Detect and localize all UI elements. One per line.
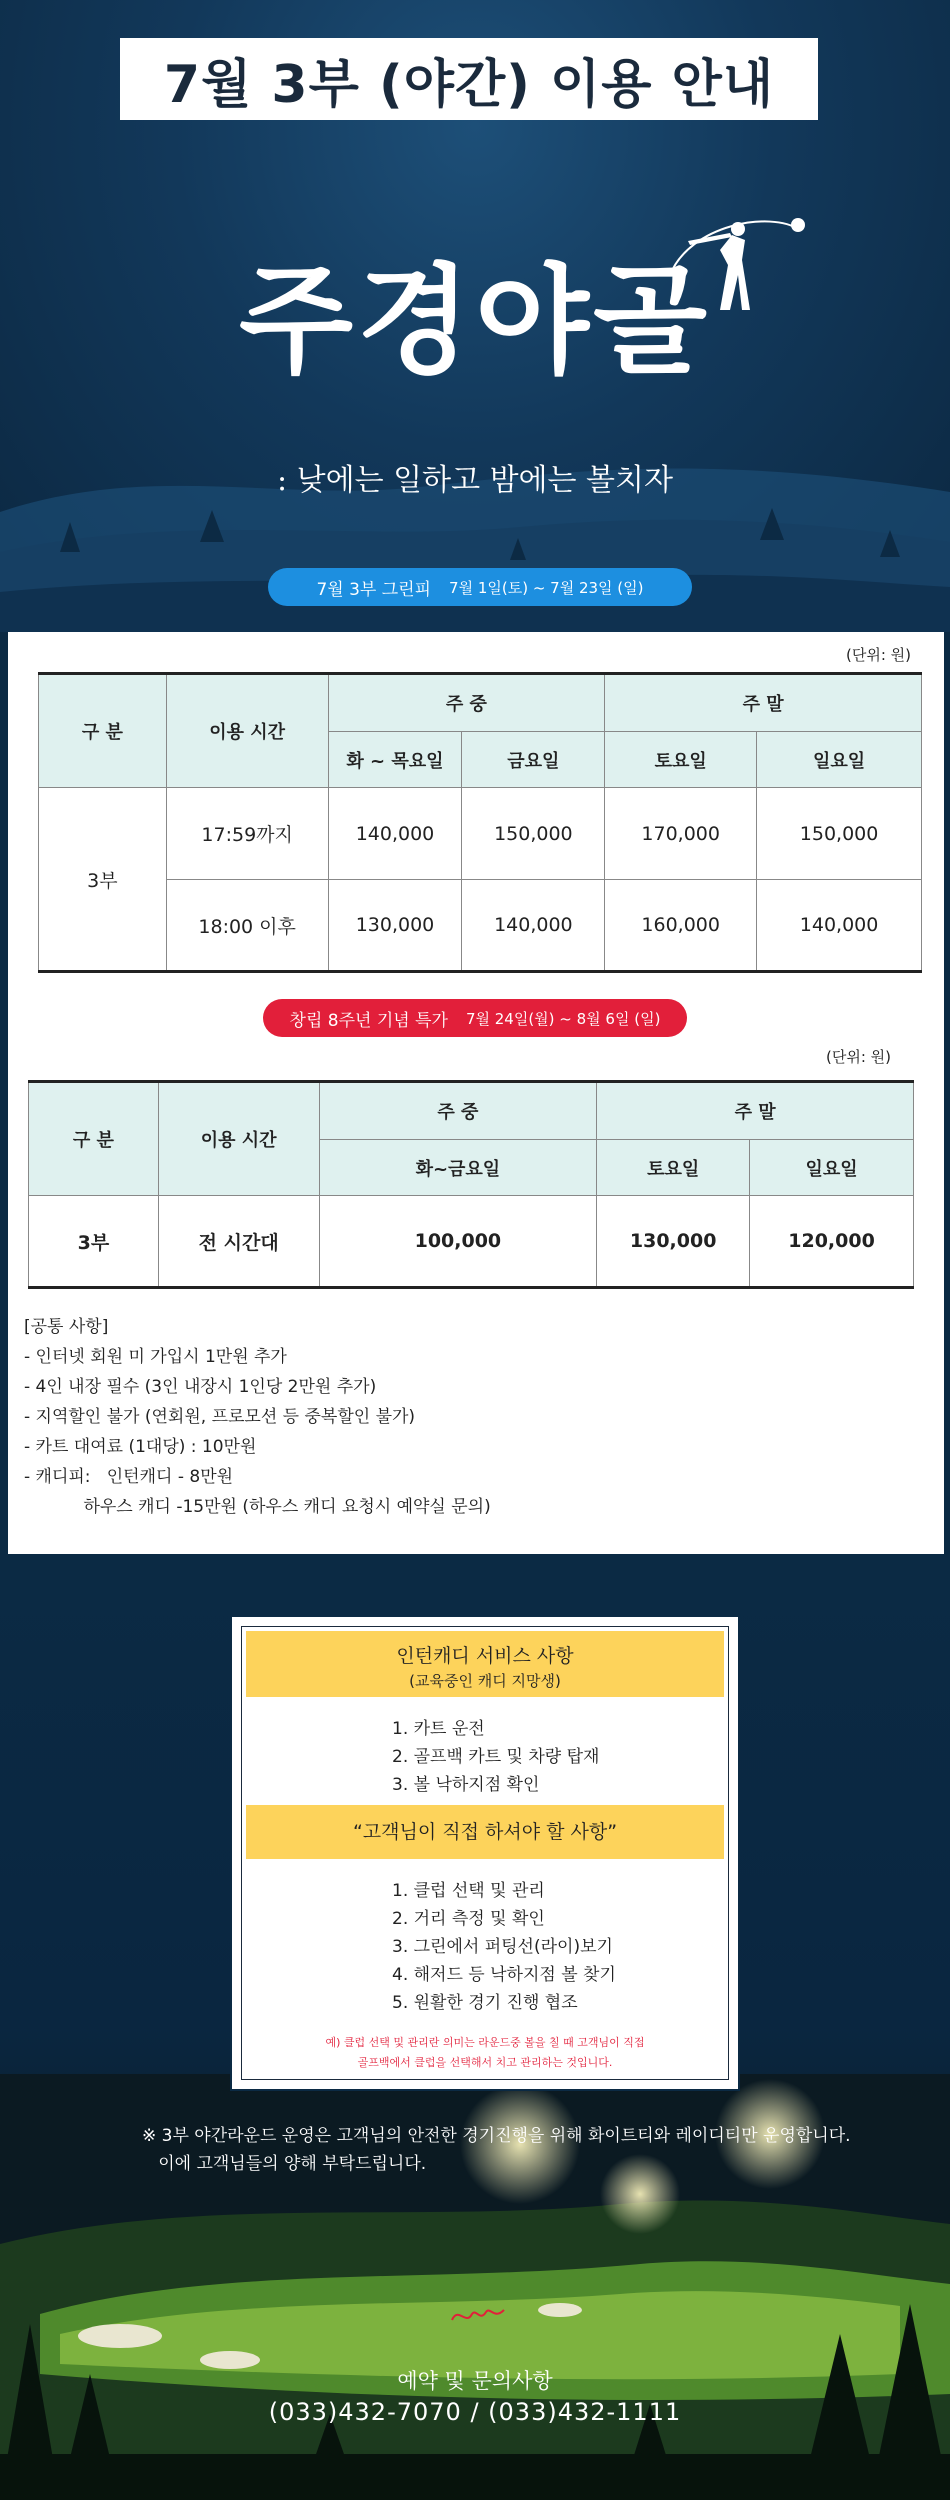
title-box — [120, 38, 818, 120]
list-item: 5. 원활한 경기 진행 협조 — [392, 1993, 578, 2013]
header-sun: 일요일 — [750, 1140, 914, 1196]
header-category: 구 분 — [39, 674, 167, 788]
cell-price: 140,000 — [462, 880, 605, 972]
notes-title: [공통 사항] — [24, 1317, 109, 1337]
note-item: - 지역할인 불가 (연회원, 프로모션 등 중복할인 불가) — [24, 1407, 416, 1427]
special-fee-table — [28, 1080, 914, 1289]
list-item: 4. 해저드 등 낙하지점 볼 찾기 — [392, 1965, 616, 1985]
cell-price: 170,000 — [605, 788, 757, 880]
page-title: 7월 3부 (야간) 이용 안내 — [163, 54, 775, 115]
signature-logo — [448, 2300, 508, 2330]
note-item: 하우스 캐디 -15만원 (하우스 캐디 요청시 예약실 문의) — [24, 1497, 491, 1517]
caddie-service-header — [246, 1631, 724, 1697]
header-fri: 금요일 — [462, 732, 605, 788]
list-item: 3. 그린에서 퍼팅선(라이)보기 — [392, 1937, 613, 1957]
greenfee-label: 7월 3부 그린피 — [316, 579, 432, 600]
tagline: : 낮에는 일하고 밤에는 볼치자 — [276, 463, 673, 498]
caddie-info-frame — [241, 1626, 729, 2080]
cell-time: 17:59까지 — [166, 788, 328, 880]
table-row — [39, 880, 922, 972]
night-round-notice — [142, 2122, 851, 2178]
cell-price: 150,000 — [462, 788, 605, 880]
note-item: - 인터넷 회원 미 가입시 1만원 추가 — [24, 1347, 287, 1367]
caddie-service-list — [392, 1715, 599, 1799]
cell-price: 130,000 — [328, 880, 462, 972]
caddie-note-line-1: 예) 클럽 선택 및 관리란 의미는 라운드중 볼을 칠 때 고객님이 직접 — [325, 2036, 645, 2049]
hero-banner — [0, 0, 950, 632]
customer-duty-list — [392, 1877, 616, 2017]
greenfee-table — [38, 672, 922, 973]
list-item: 2. 골프백 카트 및 차량 탑재 — [392, 1747, 600, 1767]
notice-line-1: ※ 3부 야간라운드 운영은 고객님의 안전한 경기진행을 위해 화이트티와 레이디티만 운영합니다. — [142, 2126, 851, 2146]
header-weekend: 주 말 — [597, 1082, 914, 1140]
cell-price: 160,000 — [605, 880, 757, 972]
brand-logo-text: 주경야골 — [239, 252, 711, 390]
cell-price: 120,000 — [750, 1196, 914, 1288]
list-item: 1. 카트 운전 — [392, 1719, 485, 1739]
table-row — [39, 788, 922, 880]
cell-price: 150,000 — [757, 788, 922, 880]
header-tue-fri: 화~금요일 — [319, 1140, 597, 1196]
caddie-note-line-2: 골프백에서 클럽을 선택해서 치고 관리하는 것입니다. — [357, 2056, 613, 2069]
header-sun: 일요일 — [757, 732, 922, 788]
table-row — [29, 1196, 914, 1288]
caddie-info-box — [232, 1617, 738, 2089]
cell-time: 18:00 이후 — [166, 880, 328, 972]
caddie-service-title: 인턴캐디 서비스 사항 — [396, 1645, 574, 1667]
note-item: - 캐디피: 인턴캐디 - 8만원 — [24, 1467, 234, 1487]
cell-price: 140,000 — [328, 788, 462, 880]
cell-category: 3부 — [29, 1196, 159, 1288]
anniversary-special-badge — [263, 999, 687, 1037]
unit-label-1: (단위: 원) — [846, 646, 911, 664]
cell-price: 140,000 — [757, 880, 922, 972]
cell-time: 전 시간대 — [158, 1196, 319, 1288]
cell-price: 130,000 — [597, 1196, 750, 1288]
header-weekday: 주 중 — [328, 674, 605, 732]
contact-phone-numbers[interactable]: (033)432-7070 / (033)432-1111 — [268, 2398, 682, 2426]
caddie-service-subtitle: (교육중인 캐디 지망생) — [409, 1672, 561, 1690]
cell-category: 3부 — [39, 788, 167, 972]
special-label: 창립 8주년 기념 특가 — [289, 1010, 448, 1031]
header-tue-thu: 화 ~ 목요일 — [328, 732, 462, 788]
header-weekend: 주 말 — [605, 674, 922, 732]
list-item: 2. 거리 측정 및 확인 — [392, 1909, 545, 1929]
customer-duty-header: “고객님이 직접 하셔야 할 사항” — [246, 1805, 724, 1859]
contact-label: 예약 및 문의사항 — [397, 2369, 553, 2393]
header-sat: 토요일 — [597, 1140, 750, 1196]
header-time: 이용 시간 — [166, 674, 328, 788]
header-sat: 토요일 — [605, 732, 757, 788]
header-category: 구 분 — [29, 1082, 159, 1196]
common-notes — [24, 1312, 491, 1522]
note-item: - 카트 대여료 (1대당) : 10만원 — [24, 1437, 257, 1457]
header-weekday: 주 중 — [319, 1082, 597, 1140]
special-period: 7월 24일(월) ~ 8월 6일 (일) — [465, 1009, 661, 1028]
cell-price: 100,000 — [319, 1196, 597, 1288]
header-time: 이용 시간 — [158, 1082, 319, 1196]
notice-line-2: 이에 고객님들의 양해 부탁드립니다. — [142, 2154, 427, 2174]
greenfee-period: 7월 1일(토) ~ 7월 23일 (일) — [449, 578, 644, 597]
list-item: 3. 볼 낙하지점 확인 — [392, 1775, 540, 1795]
note-item: - 4인 내장 필수 (3인 내장시 1인당 2만원 추가) — [24, 1377, 377, 1397]
list-item: 1. 클럽 선택 및 관리 — [392, 1881, 545, 1901]
unit-label-2: (단위: 원) — [826, 1048, 891, 1066]
greenfee-period-badge — [268, 568, 692, 606]
